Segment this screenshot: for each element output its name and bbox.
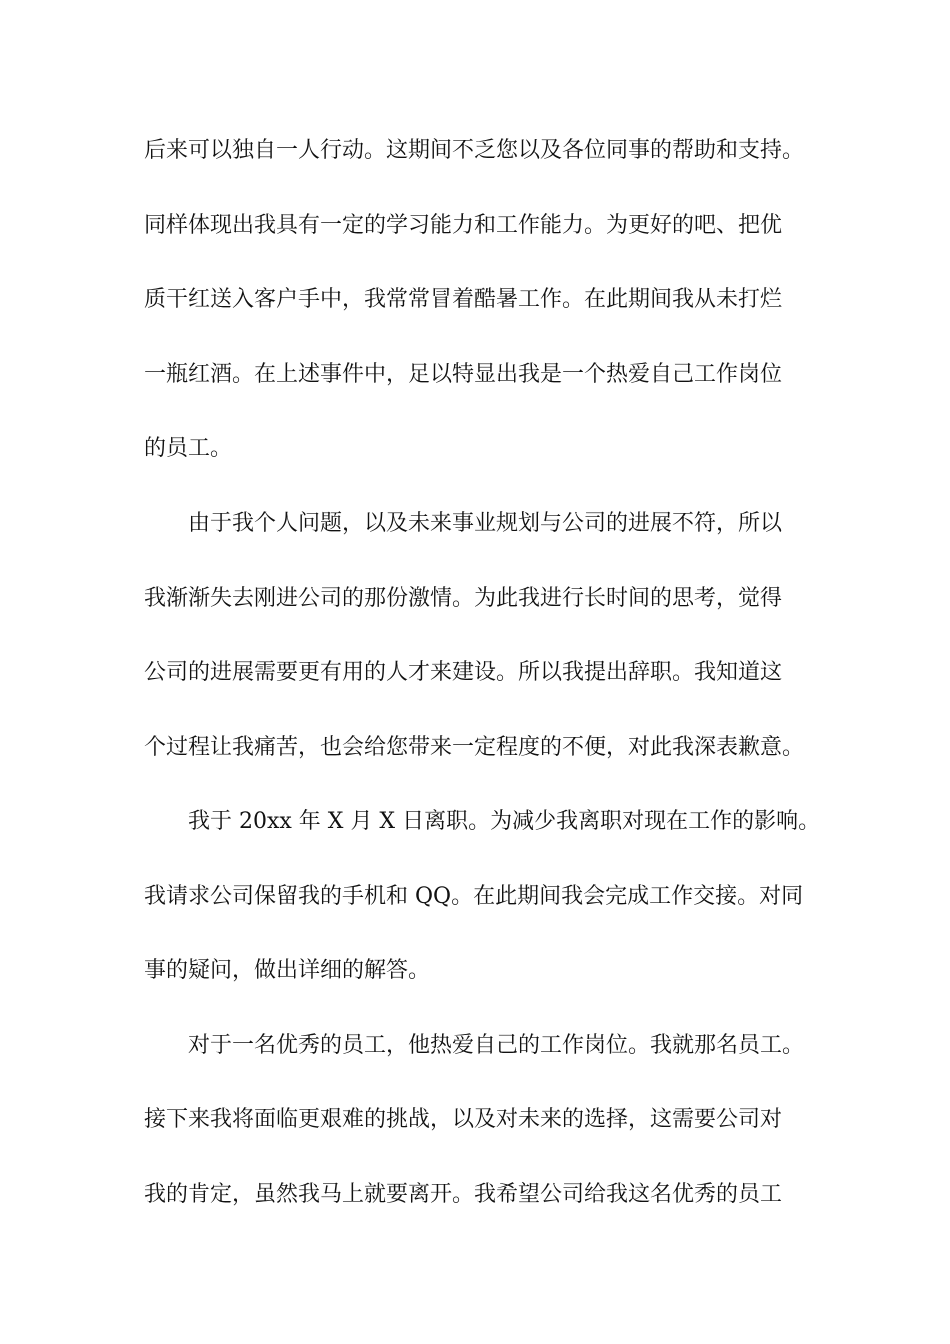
paragraph-first-line: 由于我个人问题，以及未来事业规划与公司的进展不符，所以 [188, 511, 783, 536]
paragraph-first-line: 我于 20xx 年 X 月 X 日离职。为减少我离职对现在工作的影响。 [188, 809, 821, 834]
text-line: 事的疑问，做出详细的解答。 [144, 958, 431, 983]
text-line: 个过程让我痛苦，也会给您带来一定程度的不便，对此我深表歉意。 [144, 735, 805, 760]
text-line: 接下来我将面临更艰难的挑战，以及对未来的选择，这需要公司对 [144, 1107, 783, 1132]
text-line: 我的肯定，虽然我马上就要离开。我希望公司给我这名优秀的员工 [144, 1182, 783, 1207]
text-line: 同样体现出我具有一定的学习能力和工作能力。为更好的吧、把优 [144, 213, 783, 238]
paragraph-first-line: 对于一名优秀的员工，他热爱自己的工作岗位。我就那名员工。 [188, 1033, 805, 1058]
text-line: 我请求公司保留我的手机和 QQ。在此期间我会完成工作交接。对同 [144, 884, 804, 909]
text-line: 一瓶红酒。在上述事件中，足以特显出我是一个热爱自己工作岗位 [144, 362, 783, 387]
text-line: 质干红送入客户手中，我常常冒着酷暑工作。在此期间我从未打烂 [144, 287, 783, 312]
text-line: 我渐渐失去刚进公司的那份激情。为此我进行长时间的思考，觉得 [144, 586, 783, 611]
text-line: 公司的进展需要更有用的人才来建设。所以我提出辞职。我知道这 [144, 660, 783, 685]
text-line: 的员工。 [144, 436, 233, 461]
text-line: 后来可以独自一人行动。这期间不乏您以及各位同事的帮助和支持。 [144, 138, 805, 163]
